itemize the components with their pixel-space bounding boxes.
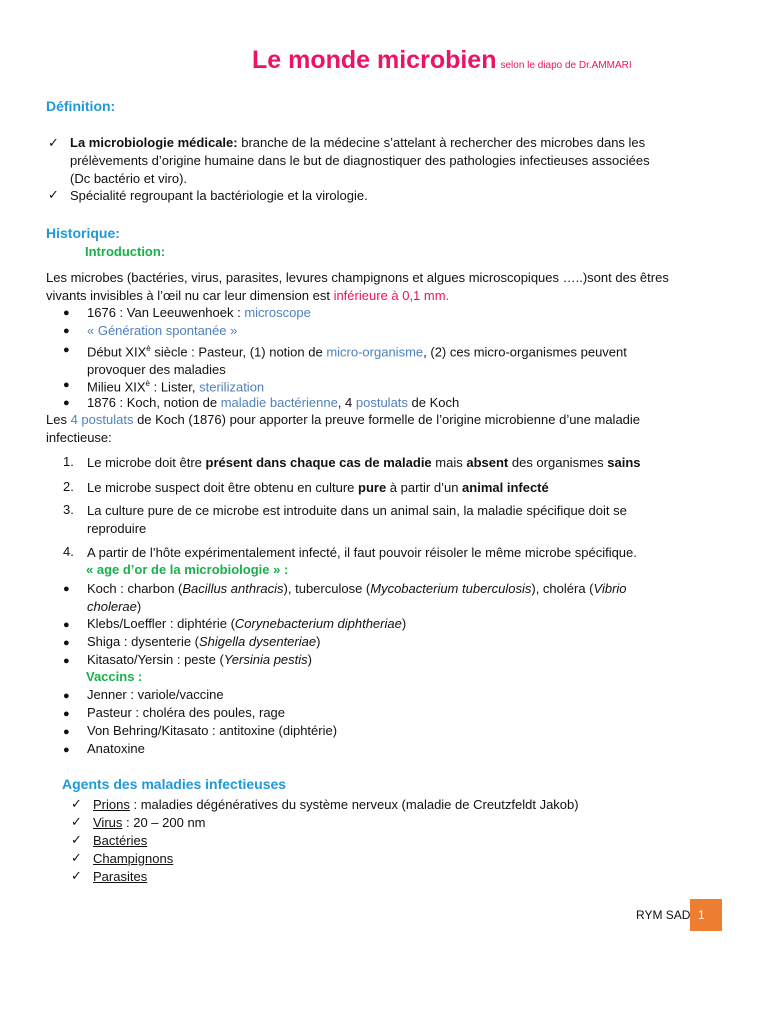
postulat-item: A partir de l’hôte expérimentalement infecté, il faut pouvoir réisoler le même microbe spécifique.: [87, 545, 637, 560]
timeline-item: Milieu $XIX^è$ : Lister, sterilization: [87, 379, 265, 395]
vaccin-item: Anatoxine: [87, 741, 145, 756]
timeline-item: 1876 : Koch, notion de maladie bactérienne, 4 postulats de Koch: [87, 395, 460, 410]
title-sub: selon le diapo de Dr.AMMARI: [500, 60, 632, 71]
agent-item: Parasites: [93, 869, 148, 884]
check-icon: ✓: [71, 796, 82, 811]
bullet-icon: ●: [63, 708, 70, 720]
check-icon: ✓: [71, 832, 82, 847]
bullet-icon: ●: [63, 637, 70, 649]
agent-item: Champignons: [93, 851, 174, 866]
agent-item: Prions : maladies dégénératives du système nerveux (maladie de Creutzfeldt Jakob): [93, 797, 579, 812]
list-number: 4.: [63, 544, 74, 559]
vaccin-item: Von Behring/Kitasato : antitoxine (diphtérie): [87, 723, 338, 738]
timeline-item: Début $XIX^è$ siècle : Pasteur, (1) notion de micro-organisme, (2) ces micro-organismes peuvent provoquer des maladies: [87, 344, 627, 378]
postulats-paragraph: Les 4 postulats de Koch (1876) pour apporter la preuve formelle de l’origine microbienne d’une maladie infectieuse:: [46, 412, 641, 445]
definition-item-2: Spécialité regroupant la bactériologie et la virologie.: [70, 188, 368, 203]
postulat-item: La culture pure de ce microbe est introduite dans un animal sain, la maladie spécifique doit se reproduire: [87, 503, 627, 536]
bullet-icon: ●: [63, 307, 70, 319]
check-icon: ✓: [48, 135, 59, 150]
bullet-icon: ●: [63, 690, 70, 702]
definition-item-1: La microbiologie médicale: branche de la médecine s’attelant à rechercher des microbes dans les prélèvements d’origine humaine dans le but de diagnostiquer des pathologies infectieuses associées (Dc bactério et viro).: [70, 135, 650, 186]
vaccin-item: Jenner : variole/vaccine: [87, 687, 224, 702]
bullet-icon: ●: [63, 655, 70, 667]
list-number: 3.: [63, 502, 74, 517]
historique-heading: Historique:: [46, 225, 120, 241]
age-item: Koch : charbon (Bacillus anthracis), tuberculose (Mycobacterium tuberculosis), choléra (Vibrio cholerae): [87, 581, 627, 614]
title-main: Le monde microbien: [252, 46, 497, 74]
agent-item: Bactéries: [93, 833, 148, 848]
agent-item: Virus : 20 – 200 nm: [93, 815, 206, 830]
footer-author: RYM SAD: [636, 908, 691, 922]
check-icon: ✓: [71, 850, 82, 865]
bullet-icon: ●: [63, 325, 70, 337]
bullet-icon: ●: [63, 726, 70, 738]
vaccins-heading: Vaccins :: [86, 669, 143, 684]
page-title: [252, 46, 632, 75]
page-number: 1: [690, 899, 722, 931]
check-icon: ✓: [71, 814, 82, 829]
check-icon: ✓: [71, 868, 82, 883]
list-number: 1.: [63, 454, 74, 469]
intro-paragraph: Les microbes (bactéries, virus, parasites, levures champignons et algues microscopiques …..)sont des êtres vivants invisibles à l’œil nu car leur dimension est inférieure à 0,1 mm.: [46, 270, 669, 303]
check-icon: ✓: [48, 187, 59, 202]
definition-heading: Définition:: [46, 98, 116, 114]
timeline-item: 1676 : Van Leeuwenhoek : microscope: [87, 305, 311, 320]
bullet-icon: ●: [63, 397, 70, 409]
agents-heading: Agents des maladies infectieuses: [62, 776, 287, 792]
bullet-icon: ●: [63, 583, 70, 595]
postulat-item: Le microbe doit être présent dans chaque cas de maladie mais absent des organismes sains: [87, 455, 641, 470]
introduction-heading: Introduction:: [85, 244, 166, 259]
bullet-icon: ●: [63, 619, 70, 631]
age-item: Shiga : dysenterie (Shigella dysenteriae): [87, 634, 321, 649]
timeline-item: « Génération spontanée »: [87, 323, 238, 338]
age-item: Kitasato/Yersin : peste (Yersinia pestis): [87, 652, 312, 667]
bullet-icon: ●: [63, 744, 70, 756]
bullet-icon: ●: [63, 379, 70, 391]
postulat-item: Le microbe suspect doit être obtenu en culture pure à partir d’un animal infecté: [87, 480, 549, 495]
list-number: 2.: [63, 479, 74, 494]
bullet-icon: ●: [63, 344, 70, 356]
age-item: Klebs/Loeffler : diphtérie (Corynebacterium diphtheriae): [87, 616, 407, 631]
age-dor-heading: « age d’or de la microbiologie » :: [86, 562, 289, 577]
vaccin-item: Pasteur : choléra des poules, rage: [87, 705, 286, 720]
